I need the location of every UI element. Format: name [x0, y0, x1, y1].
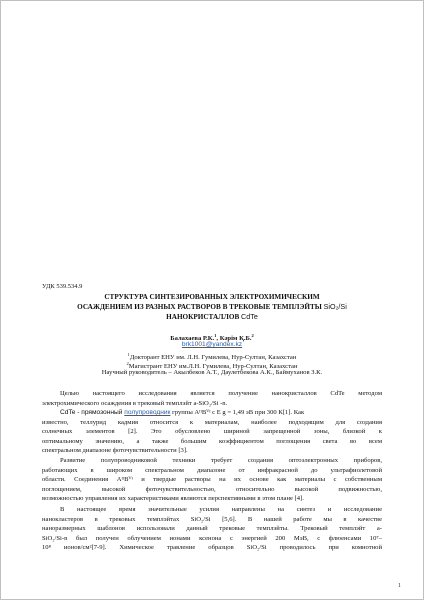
paragraph-2-line-1 [42, 408, 382, 418]
semiconductor-link[interactable]: полупроводник [124, 409, 171, 416]
paragraph-4-line-4: SiO₂/Si-n был получен облучением ионами ксенона с энергией 200 МэВ, с флюенсами 10⁷– [42, 534, 382, 542]
affiliation-1-sup: 1 [127, 352, 130, 357]
udk-code: УДК 539.534.9 [42, 283, 83, 290]
paragraph-2-line-4: оптимальному значению, а также большим коэффициентом поглощения света во всем [42, 437, 382, 445]
paragraph-4-line-1: В настоящее время значительные усилия направлены на синтез и исследование [60, 506, 382, 513]
title-line-2-text: ОСАЖДЕНИЕМ ИЗ РАЗНЫХ РАСТВОРОВ В ТРЕКОВЫЕ ТЕМПЛЭЙТЫ [77, 303, 324, 311]
affiliation-2-sup: 2 [126, 361, 129, 366]
paragraph-3-line-4: поглощением, высокой фоточувствительностью, относительно высокой подвижностью, [42, 485, 382, 493]
paragraph-1-line-2: электрохимического осаждения в трековый темплэйт a-SiO₂/Si -n. [42, 399, 228, 407]
title-line-3-text: НАНОКРИСТАЛЛОВ [166, 313, 242, 321]
paragraph-1-line-1: Целью настоящего исследования является получение нанокристаллов CdTe методом [60, 390, 382, 397]
paragraph-3-line-2: работающих в широком спектральном диапазоне от инфракрасной до ультрафиолетовой [42, 466, 382, 474]
author-separator: , [216, 335, 220, 343]
paragraph-2 [42, 408, 382, 456]
paragraph-2-line-2: известно, теллурид кадмия относится к материалам, наиболее подходящим для создания [42, 418, 382, 426]
page-number: 1 [398, 583, 401, 589]
author-2-sup: 2 [251, 333, 254, 338]
paragraph-4-line-2: нанокластеров в трековых темплэйтах SiO₂/Si [5,6]. В нашей работе мы в качестве [42, 515, 382, 523]
paragraph-4 [42, 505, 382, 553]
paragraph-2-lead: CdTe - прямозонный [60, 409, 125, 416]
author-1: Балахаева Р.К. [170, 335, 215, 343]
paragraph-1 [42, 389, 382, 408]
supervisor-line: Научный руководитель – Акылбеков А.Т., Даулетбекова А.К., Баймуханов З.К. [101, 369, 323, 376]
title-formula: SiO₂/Si [323, 302, 347, 311]
affiliation-2-text: Магистрант ЕНУ им.Л.Н. Гумилева, Нур-Султан, Казахстан [128, 363, 298, 371]
paper-page [42, 0, 382, 600]
paragraph-2-line-3: солнечных элементов [2]. Это обусловлено шириной запрещенной зоны, близкой к [42, 428, 382, 436]
author-email[interactable] [42, 340, 382, 349]
title-line-2 [42, 302, 382, 312]
affiliation-1-text: Докторант ЕНУ им. Л.Н. Гумилева, Нур-Султан, Казахстан [129, 354, 297, 362]
author-2: Кәрім Қ.Б. [219, 335, 252, 343]
title-compound: CdTe [241, 312, 258, 321]
paragraph-4-line-3: наноразмерных шаблонов использовали данный трековые темплэйты. Трековый темплэйт a- [42, 525, 382, 533]
paragraph-3-line-5: возможностью управления их характеристиками являются перспективными в этом плане [4]. [42, 495, 304, 503]
author-1-sup: 1 [214, 333, 217, 338]
paragraph-2-line-5: спектральном диапазоне фоточувствительности [3]. [42, 447, 188, 455]
paragraph-2-line-1-rest: группы AᴵᴵBⱽᴵ с E g = 1,49 эВ при 300 К[1]. Как [170, 409, 305, 416]
title-line-3 [42, 312, 382, 322]
email-link[interactable]: brk1001@yandex.kz [181, 341, 243, 348]
paragraph-3 [42, 456, 382, 504]
title-line-1: СТРУКТУРА СИНТЕЗИРОВАННЫХ ЭЛЕКТРОХИМИЧЕСКИМ [104, 293, 320, 301]
paragraph-4-line-5: 10⁸ ионов/см²[7-9]. Химическое травление образцов SiO₂/Si проводилось при комнотной [42, 544, 382, 552]
paragraph-3-line-3: области. Соединения AᴵᴵBⱽᴵ и твердые растворы на их основе как материалы с собственным [42, 476, 382, 484]
paragraph-3-line-1: Развитие полупроводниковой техники требует создания оптоэлектронных приборов, [60, 457, 382, 464]
